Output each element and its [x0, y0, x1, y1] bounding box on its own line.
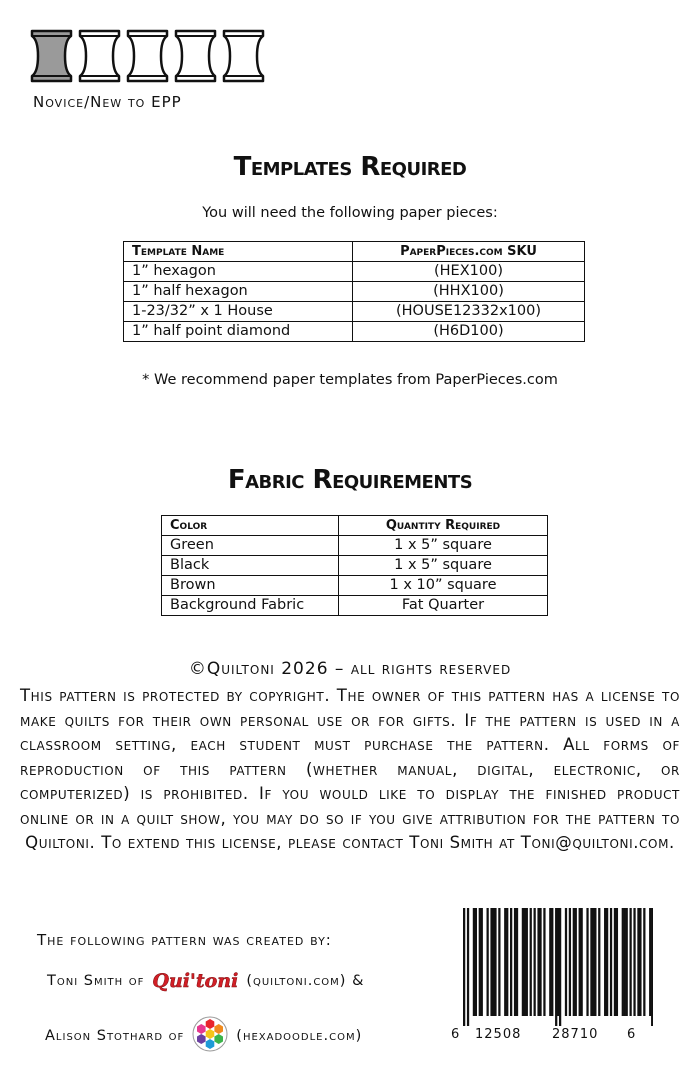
- barcode-bar: [565, 908, 567, 1016]
- table-row: [162, 536, 548, 556]
- barcode-bar: [549, 908, 551, 1016]
- table-row: [124, 322, 585, 342]
- barcode-bar: [557, 908, 559, 1016]
- fabric-quantity: Fat Quarter: [339, 596, 548, 616]
- barcode-bar: [498, 908, 500, 1016]
- barcode-bar: [575, 908, 577, 1016]
- fabric-quantity: 1 x 5” square: [339, 556, 548, 576]
- template-name: 1-23/32” x 1 House: [124, 302, 353, 322]
- template-name: 1” hexagon: [124, 262, 353, 282]
- credits-intro: The following pattern was created by:: [37, 931, 332, 949]
- template-sku: (HOUSE12332x100): [353, 302, 585, 322]
- credit-line-hexadoodle: [45, 1016, 362, 1056]
- barcode-bar: [614, 908, 616, 1016]
- copyright-title: ©Quiltoni 2026 – all rights reserved: [188, 659, 512, 679]
- credit-name: Toni Smith of: [47, 973, 145, 989]
- column-header: Quantity Required: [339, 516, 548, 536]
- barcode-bar: [516, 908, 518, 1016]
- barcode-digit: 6: [627, 1027, 637, 1042]
- fabric-color: Black: [162, 556, 339, 576]
- barcode-bar: [651, 908, 653, 1026]
- difficulty-label: Novice/New to EPP: [33, 93, 182, 111]
- barcode-bar: [633, 908, 635, 1016]
- barcode-bar: [526, 908, 528, 1016]
- barcode-bar: [551, 908, 553, 1016]
- table-row: [124, 262, 585, 282]
- barcode-bar: [581, 908, 583, 1016]
- spool-empty-icon: [77, 28, 122, 84]
- barcode-bar: [590, 908, 592, 1016]
- column-header: PaperPieces.com SKU: [353, 242, 585, 262]
- credit-site: (quiltoni.com) &: [246, 973, 365, 989]
- barcode-bar: [610, 908, 612, 1016]
- barcode-bar: [639, 908, 641, 1016]
- barcode-bar: [510, 908, 512, 1016]
- barcode-bar: [494, 908, 496, 1016]
- barcode-bar: [524, 908, 526, 1016]
- barcode-bar: [637, 908, 639, 1016]
- credit-site: (hexadoodle.com): [236, 1028, 363, 1044]
- table-row: [124, 302, 585, 322]
- barcode-bar: [606, 908, 608, 1016]
- template-recommendation-note: * We recommend paper templates from PaperPieces.com: [142, 372, 558, 388]
- barcode-bar: [643, 908, 645, 1016]
- barcode-digit: 28710: [552, 1027, 599, 1042]
- barcode-bar: [467, 908, 469, 1026]
- barcode-bar: [506, 908, 508, 1016]
- barcode-bar: [626, 908, 628, 1016]
- spool-empty-icon: [221, 28, 266, 84]
- barcode-digit: 6: [451, 1027, 461, 1042]
- barcode-bar: [522, 908, 524, 1016]
- template-sku: (HHX100): [353, 282, 585, 302]
- fabric-color: Background Fabric: [162, 596, 339, 616]
- barcode-bar: [475, 908, 477, 1016]
- barcode-bar: [473, 908, 475, 1016]
- table-row: [162, 596, 548, 616]
- templates-heading: Templates Required: [233, 152, 467, 182]
- template-name: 1” half point diamond: [124, 322, 353, 342]
- template-name: 1” half hexagon: [124, 282, 353, 302]
- fabric-table: [161, 515, 548, 616]
- barcode-bar: [490, 908, 492, 1016]
- quiltoni-logo: Qui'toni: [152, 970, 239, 992]
- barcode-bar: [592, 908, 594, 1016]
- barcode-bar: [622, 908, 624, 1016]
- spool-empty-icon: [125, 28, 170, 84]
- template-sku: (H6D100): [353, 322, 585, 342]
- barcode-bar: [534, 908, 536, 1016]
- barcode-bar: [629, 908, 631, 1016]
- hexadoodle-logo-icon: [192, 1016, 228, 1056]
- spool-empty-icon: [173, 28, 218, 84]
- barcode-bar: [487, 908, 489, 1016]
- barcode-bar: [555, 908, 557, 1026]
- table-header-row: [162, 516, 548, 536]
- table-row: [124, 282, 585, 302]
- barcode-bar: [569, 908, 571, 1016]
- templates-table: [123, 241, 585, 342]
- barcode-bar: [598, 908, 600, 1016]
- barcode-bar: [539, 908, 541, 1016]
- barcode-bar: [586, 908, 588, 1016]
- column-header: Color: [162, 516, 339, 536]
- barcode-digit: 12508: [475, 1027, 522, 1042]
- barcode-bar: [543, 908, 545, 1016]
- barcode-bar: [559, 908, 561, 1026]
- barcode-bar: [624, 908, 626, 1016]
- fabric-color: Green: [162, 536, 339, 556]
- templates-intro: You will need the following paper pieces:: [202, 205, 498, 221]
- barcode: [463, 908, 653, 1026]
- barcode-bar: [579, 908, 581, 1016]
- copyright-body: This pattern is protected by copyright. The owner of this pattern has a license to make quilts for their own personal use or for gifts. If the pattern is used in a classroom setting, each student must purchase the pattern. All forms of reproduction of this pattern (whether manual, digital, electronic, or computerized) is prohibited. If you would like to display the finished product online or in a quilt show, you may do so if you give attribution for the pattern to Quiltoni. To extend this license, please contact Toni Smith at Toni@quiltoni.com.: [20, 686, 680, 852]
- barcode-bar: [463, 908, 465, 1026]
- template-sku: (HEX100): [353, 262, 585, 282]
- table-row: [162, 576, 548, 596]
- barcode-bar: [594, 908, 596, 1016]
- fabric-quantity: 1 x 5” square: [339, 536, 548, 556]
- barcode-bar: [616, 908, 618, 1016]
- barcode-bar: [649, 908, 651, 1016]
- table-row: [162, 556, 548, 576]
- barcode-bar: [604, 908, 606, 1016]
- barcode-bar: [573, 908, 575, 1016]
- barcode-bar: [537, 908, 539, 1016]
- table-header-row: [124, 242, 585, 262]
- fabric-quantity: 1 x 10” square: [339, 576, 548, 596]
- barcode-bar: [479, 908, 481, 1016]
- fabric-heading: Fabric Requirements: [227, 465, 473, 495]
- fabric-color: Brown: [162, 576, 339, 596]
- spool-filled-icon: [29, 28, 74, 84]
- credit-line-quiltoni: [47, 970, 364, 992]
- barcode-bar: [504, 908, 506, 1016]
- barcode-bar: [481, 908, 483, 1016]
- column-header: Template Name: [124, 242, 353, 262]
- barcode-bar: [530, 908, 532, 1016]
- barcode-bar: [492, 908, 494, 1016]
- barcode-bar: [514, 908, 516, 1016]
- credit-name: Alison Stothard of: [45, 1028, 185, 1044]
- difficulty-rating: [29, 28, 266, 84]
